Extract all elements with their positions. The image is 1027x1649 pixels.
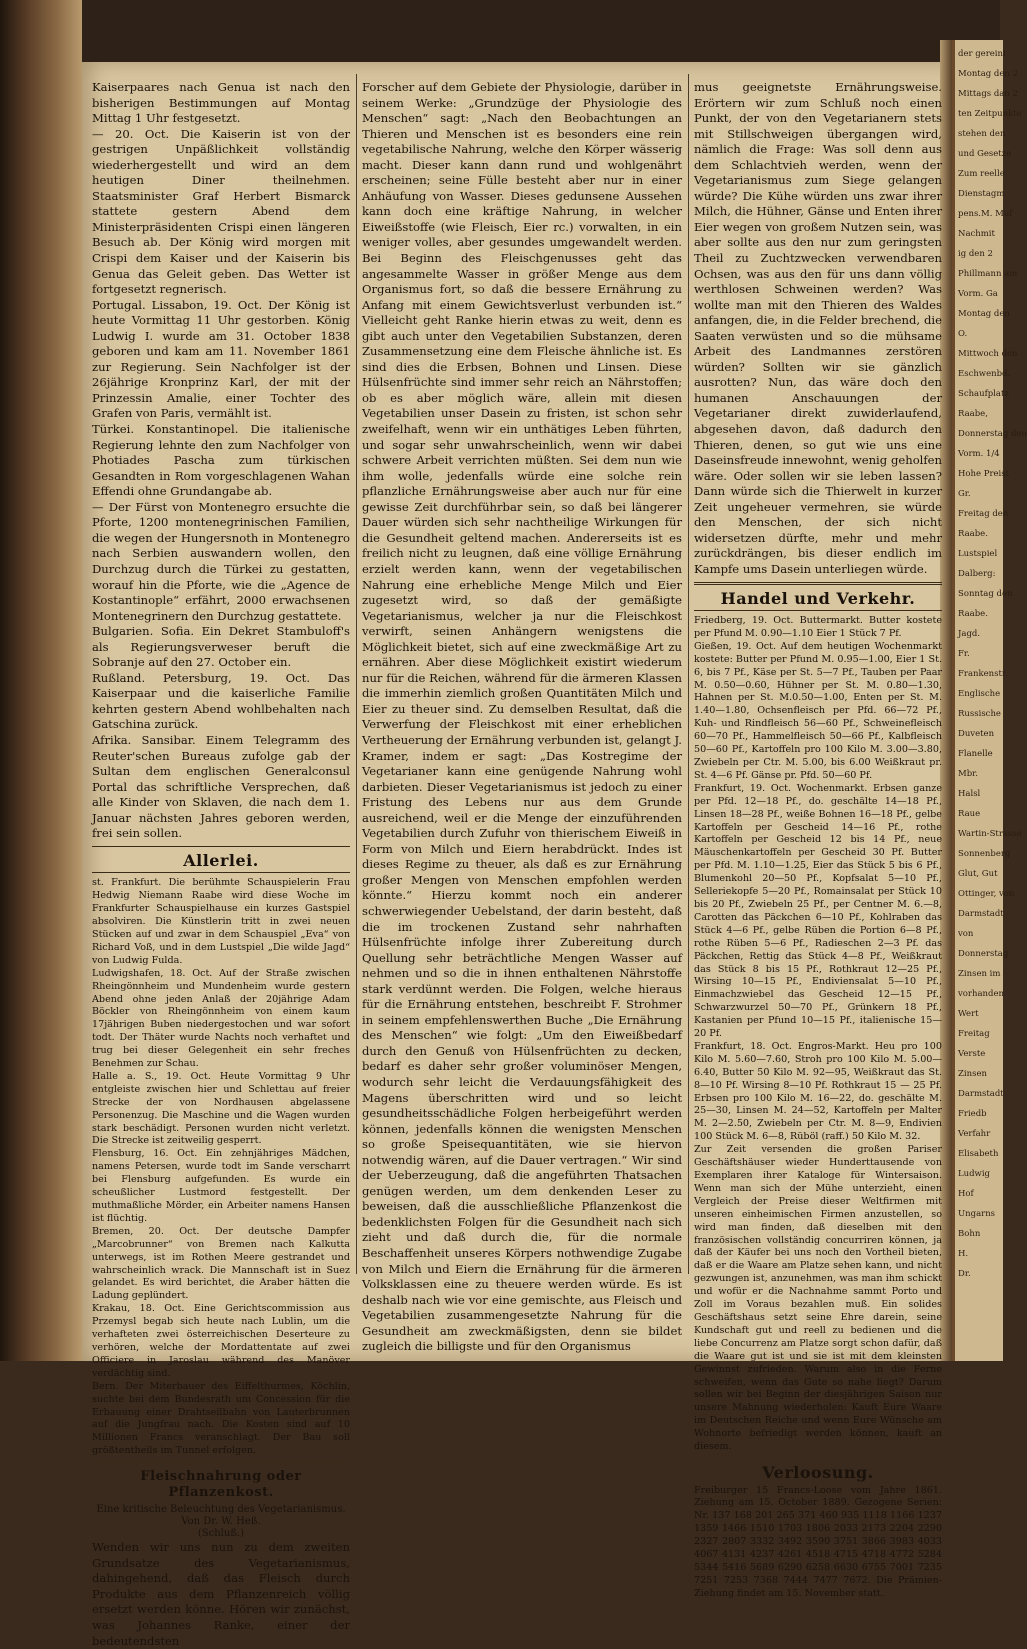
section-heading-handel: Handel und Verkehr. bbox=[720, 588, 916, 608]
market-report: Gießen, 19. Oct. Auf dem heutigen Wochenmarkt kostete: Butter per Pfund M. 0.95—1.00, Eier 1 St. 6, bis 7 Pf., Käse per St. 5—7 Pf., Tauben per Paar M. 0.50—0.60, Hühner per St. M. 0.80—1.30, Hahnen per St. M.0.50—1.00, Enten per St. M. 1.40—1.80, Ochsenfleisch per Pfd. 66—72 Pf., Kuh- und Rindfleisch 56—60 Pf., Schweinefleisch 60—70 Pf., Hammelfleisch 50—66 Pf., Kalbfleisch 50—60 Pf., Kartoffeln pro 100 Kilo M. 3.00—3.80, Zwiebeln per Ctr. M. 5.00, bis 6.00 Weißkraut pr. St. 4—6 Pf. Gänse pr. Pfd. 50—60 Pf. bbox=[694, 640, 942, 781]
adjacent-page-text: Dienstagm bbox=[958, 189, 1005, 199]
adjacent-page-text: Zinsen bbox=[958, 1069, 987, 1079]
column-rule bbox=[688, 74, 689, 1274]
adjacent-page-text: Vorm. Ga bbox=[958, 289, 998, 299]
adjacent-page-text: Ludwig bbox=[958, 1169, 990, 1179]
adjacent-page-text: Lustspiel bbox=[958, 549, 998, 559]
market-report: Frankfurt, 18. Oct. Engros-Markt. Heu pro 100 Kilo M. 5.60—7.60, Stroh pro 100 Kilo M. 5.00—6.40, Butter 50 Kilo M. 92—95, Weißkraut das St. 8—10 Pf. Wirsing 8—10 Pf. Rothkraut 15 — 25 Pf. Erbsen pro 100 Kilo M. 16—22, do. geschälte M. 25—30, Linsen M. 24—52, Kartoffeln per Malter M. 2—2.50, Zwiebeln per Ctr. M. 8—9, Endivien 100 Stück M. 6—8, Rüböl (raff.) 50 Kilo M. 32. bbox=[694, 1040, 942, 1143]
adjacent-page-text: Darmstadt bbox=[958, 909, 1004, 919]
adjacent-page-text: Verste bbox=[958, 1049, 986, 1059]
adjacent-page-text: ig den 2 bbox=[958, 249, 993, 259]
allerlei-item: st. Frankfurt. Die berühmte Schauspielerin Frau Hedwig Niemann Raabe wird diese Woche im Frankfurter Schauspielhause ein kurzes Gastspiel absolviren. Die Künstlerin tritt in zwei neuen Stücken auf und zwar in dem Schauspiel „Eva“ von Richard Voß, und in dem Lustspiel „Die wilde Jagd“ von Ludwig Fulda. bbox=[92, 877, 350, 966]
adjacent-page-text: Raabe. bbox=[958, 609, 988, 619]
adjacent-page-text: Sonntag den bbox=[958, 589, 1013, 599]
adjacent-page-text: Halsl bbox=[958, 789, 981, 799]
adjacent-page-text: von bbox=[958, 929, 974, 939]
section-rule bbox=[92, 846, 350, 847]
market-report: Zur Zeit versenden die großen Pariser Geschäftshäuser wieder Hunderttausende von Exemplaren ihrer Kataloge für Wintersaison. Wenn man sich der Mühe unterzieht, einen Vergleich der Preise dieser Weltfirmen mit unseren einheimischen Firmen anzustellen, so wird man finden, daß dieselben mit den französischen vollständig concurriren können, ja daß der Käufer bei uns noch den Vortheil bieten, daß er die Waare am Platze sehen kann, und nicht gezwungen ist, anzunehmen, was man ihm schickt und wofür er die Nachnahme sammt Porto und Zoll im Voraus bezahlen muß. Ein solides Geschäftshaus setzt seine Ehre darein, seine Kundschaft gut und reell zu bedienen und die liebe Concurrenz am Platze sorgt schon dafür, daß die Waare gut ist und sie ist mit dem kleinsten Gewinnst zufrieden. Warum also in die Ferne schweifen, wenn das Gute so nahe liegt? Darum sollen wir bei Beginn der diesjährigen Saison nur unsere Mahnung wiederholen: Kauft Eure Waare im Deutschen Reiche und wenn Eure Wünsche am Wohnorte befriedigt werden können, kauft an diesem. bbox=[694, 1144, 942, 1453]
adjacent-page-text: Vorm. 1/4 bbox=[958, 449, 1000, 459]
adjacent-page-text: Fr. bbox=[958, 649, 970, 659]
article-continuation: (Schluß.) bbox=[197, 1528, 245, 1540]
article-paragraph: mus geeignetste Ernährungsweise. Erörtern wir zum Schluß noch einen Punkt, der von den Vegetarianern stets mit Stillschweigen übergangen wird, nämlich die Frage: Was soll denn aus dem Schlachtvieh werden, wenn der Vegetarianismus zum Siege gelangen würde? Die Kühe würden uns zwar ihrer Milch, die Hühner, Gänse und Enten ihrer Eier wegen von großem Nutzen sein, was aber sollte aus den nur zum geringsten Theil zu Zuchtzwecken verwendbaren Ochsen, was aus den für uns dann völlig werthlosen Schweinen werden? Was wollte man mit den Thieren des Waldes anfangen, die, in die Felder brechend, die Saaten verwüsten und so die mühsame Arbeit des Landmannes zerstören würden? Sollten wir sie gänzlich ausrotten? Nun, das wäre doch den humanen Anschauungen der Vegetarianer direkt zuwiderlaufend, abgesehen davon, daß dadurch den Thieren, denen, so gut wie uns eine Daseinsfreude innewohnt, wenig geholfen wäre. Oder sollen wir sie leben lassen? Dann würde sich die Thierwelt in kurzer Zeit ungeheuer vermehren, sie würde den Menschen, der sich nicht widersetzen dürfte, mehr und mehr zurückdrängen, bis dieser endlich im Kampfe ums Dasein unterliegen würde. bbox=[694, 80, 942, 576]
column-2 bbox=[362, 80, 682, 1354]
news-paragraph: — Der Fürst von Montenegro ersuchte die Pforte, 1200 montenegrinischen Familien, die wegen der Hungersnoth in Montenegro nach Serbien auswandern wollen, den Durchzug durch die Türkei zu gestatten, worauf hin die Pforte, wie die „Agence de Kostantinople“ erfährt, 2000 erwachsenen Montenegrinern den Durchzug gestattete. bbox=[92, 499, 350, 623]
news-paragraph: Türkei. Konstantinopel. Die italienische Regierung lehnte den zum Nachfolger von Photiades Pascha zum türkischen Gesandten in Rom vorgeschlagenen Wahan Effendi ohne Grundangabe ab. bbox=[92, 422, 350, 499]
adjacent-page-text: Frankenstr. bbox=[958, 669, 1008, 679]
allerlei-item: Krakau, 18. Oct. Eine Gerichtscommission aus Przemysl begab sich heute nach Lublin, um die verhafteten zwei österreichischen Deserteure zu verhören, welche der Mordattentate auf zwei Officiere in Jaroslau während des Manöver verdächtig sind. bbox=[92, 1303, 350, 1379]
section-heading-verloosung: Verloosung. bbox=[762, 1462, 874, 1482]
adjacent-page-text: Freitag den bbox=[958, 509, 1009, 519]
allerlei-item: Bern. Der Miterbauer des Eiffelthurmes, Köchlin, suchte bei dem Bundesrath um Concession für die Erbauung einer Drahtseilbahn von Lauterbrunnen auf die Jungfrau nach. Die Kosten sind auf 10 Millionen Francs veranschlagt. Der Bau soll größtentheils im Tunnel erfolgen. bbox=[92, 1380, 350, 1457]
section-heading-allerlei: Allerlei. bbox=[183, 850, 259, 870]
adjacent-page-text: H. bbox=[958, 1249, 969, 1259]
adjacent-page-text: Jagd. bbox=[958, 629, 981, 639]
adjacent-page-text: Sonnenberg bbox=[958, 849, 1011, 859]
adjacent-page-text: Raue bbox=[958, 809, 981, 819]
allerlei-item: Bremen, 20. Oct. Der deutsche Dampfer „Marcobrunner“ von Bremen nach Kalkutta unterwegs, ist im Rothen Meere gestrandet und wahrscheinlich wrack. Die Mannschaft ist in Suez gelandet. Es wird berichtet, die Araber hätten die Ladung geplündert. bbox=[92, 1225, 350, 1302]
market-report: Frankfurt, 19. Oct. Wochenmarkt. Erbsen ganze per Pfd. 12—18 Pf., do. geschälte 14—18 Pf., Linsen 18—28 Pf., weiße Bohnen 16—18 Pf., gelbe Kartoffeln per Gescheid 14—16 Pf., rothe Kartoffeln per Gescheid 12 bis 14 Pf., neue Mäuschenkartoffeln per Gescheid 30 Pf. Butter per Pfd. M. 1.10—1.25, Eier das Stück 5 bis 6 Pf., Blumenkohl 20—50 Pf., Kopfsalat 5—10 Pf., Selleriekopfe 5—20 Pf., Romainsalat per Stück 10 bis 20 Pf., Zwiebeln 25 Pf., per Centner M. 6.—8, Carotten das Päckchen 6—10 Pf., Kohlraben das Stück 4—6 Pf., gelbe Rüben die Portion 6—8 Pf., rothe Rüben 5—6 Pf., Radieschen 2—3 Pf. das Päckchen, Rettig das Stück 4—8 Pf., Weißkraut das Stück 8 bis 15 Pf., Rothkraut 12—25 Pf., Wirsing 10—15 Pf., Endiviensalat 5—10 Pf., Einmachzwiebel das Gescheid 12—15 Pf., Schwarzwurzel 50—70 Pf., Grünkern 18 Pf., Kastanien per Pfund 10—15 Pf., italienische 15—20 Pf. bbox=[694, 782, 942, 1040]
adjacent-page-text: pens.M. Muf bbox=[958, 209, 1013, 219]
column-1 bbox=[92, 80, 350, 1648]
news-paragraph: Portugal. Lissabon, 19. Oct. Der König ist heute Vormittag 11 Uhr gestorben. König Ludwig I. wurde am 31. October 1838 geboren und kam am 11. November 1861 zur Regierung. Sein Nachfolger ist der 26jährige Kronprinz Karl, der mit der Prinzessin Amalie, einer Tochter des Grafen von Paris, vermählt ist. bbox=[92, 297, 350, 421]
news-paragraph: Kaiserpaares nach Genua ist nach den bisherigen Bestimmungen auf Montag Mittag 1 Uhr festgesetzt. bbox=[92, 80, 350, 126]
adjacent-page-text: Hof bbox=[958, 1189, 974, 1199]
column-rule bbox=[356, 74, 357, 1274]
adjacent-page-text: Friedb bbox=[958, 1109, 987, 1119]
adjacent-page-text: Flanelle bbox=[958, 749, 993, 759]
adjacent-page-text: Montag den 2 bbox=[958, 69, 1018, 79]
adjacent-page-text: Elisabeth bbox=[958, 1149, 999, 1159]
adjacent-page-text: vorhanden bbox=[958, 989, 1004, 999]
allerlei-item: Flensburg, 16. Oct. Ein zehnjähriges Mädchen, namens Petersen, wurde todt im Sande verscharrt bei Flensburg aufgefunden. Es wurde ein scheußlicher Lustmord festgestellt. Der muthmaßliche Mörder, ein Arbeiter namens Hansen ist flüchtig. bbox=[92, 1148, 350, 1224]
adjacent-page-text: Donnerstag bbox=[958, 949, 1009, 959]
adjacent-page-text: Hohe Preist bbox=[958, 469, 1010, 479]
adjacent-page-text: Freitag bbox=[958, 1029, 990, 1039]
adjacent-page-text: Ottinger, von bbox=[958, 889, 1015, 899]
adjacent-page-text: Dr. bbox=[958, 1269, 971, 1279]
column-3 bbox=[694, 80, 942, 1599]
adjacent-page-text: Raabe, bbox=[958, 409, 988, 419]
article-heading: Fleischnahrung oder Pflanzenkost. bbox=[140, 1469, 302, 1500]
adjacent-page-text: Wert bbox=[958, 1009, 979, 1019]
adjacent-page-text: Bohn bbox=[958, 1229, 981, 1239]
adjacent-page-text: Raabe. bbox=[958, 529, 988, 539]
adjacent-page-text: O. bbox=[958, 329, 968, 339]
adjacent-page-text: Darmstadt bbox=[958, 1089, 1004, 1099]
adjacent-page-text: Zum reelle bbox=[958, 169, 1005, 179]
adjacent-page-text: Phillmann am bbox=[958, 269, 1018, 279]
adjacent-page-text: Donnerstag den bbox=[958, 429, 1027, 439]
adjacent-page-text: Mbr. bbox=[958, 769, 978, 779]
article-paragraph: Wenden wir uns nun zu dem zweiten Grundsatze des Vegetarianismus, dahingehend, daß das Fleisch durch Produkte aus dem Pflanzenreich völlig ersetzt werden könne. Hören wir zunächst, was Johannes Ranke, einer der bedeutendsten bbox=[92, 1540, 350, 1648]
adjacent-page-text: Dalberg: bbox=[958, 569, 996, 579]
adjacent-page-text: Gr. bbox=[958, 489, 971, 499]
adjacent-page-strip bbox=[952, 40, 1027, 1361]
allerlei-item: Ludwigshafen, 18. Oct. Auf der Straße zwischen Rheingönnheim und Mundenheim wurde gestern Abend ohne jeden Anlaß der 20jährige Adam Böckler von Rheingönnheim von einem kaum 17jährigen Buben niedergestochen und war sofort todt. Der Thäter wurde Nachts noch verhaftet und trug bei dieser Gelegenheit ein sehr freches Benehmen zur Schau. bbox=[92, 967, 350, 1070]
adjacent-page-text: Nachmit bbox=[958, 229, 995, 239]
news-paragraph: Bulgarien. Sofia. Ein Dekret Stambuloff's als Regierungsverweser beruft die Sobranje auf den 27. October ein. bbox=[92, 624, 350, 670]
news-paragraph: — 20. Oct. Die Kaiserin ist von der gestrigen Unpäßlichkeit vollständig wiederhergestellt und wird an dem heutigen Diner theilnehmen. Staatsminister Graf Herbert Bismarck stattete gestern Abend dem Ministerpräsidenten Crispi einen längeren Besuch ab. Der König wird morgen mit Crispi dem Kaiser und der Kaiserin bis Genua das Geleit geben. Das Wetter ist fortgesetzt regnerisch. bbox=[92, 126, 350, 297]
lottery-results: Freiburger 15 Francs-Loose vom Jahre 1861. Ziehung am 15. October 1889. Gezogene Serien: Nr. 137 168 201 265 371 460 935 1118 1166 1237 1359 1466 1510 1703 1806 2033 2173 2204 2290 2327 2807 3332 3492 3590 3751 3866 3983 4033 4067 4131 4237 4261 4518 4715 4718 4772 5284 5344 5416 5689 6290 6258 6630 6755 7001 7235 7251 7253 7368 7444 7477 7672. Die Prämien-Ziehung findet am 15. November statt. bbox=[694, 1484, 942, 1599]
adjacent-page-text: Wartin-Strasse bbox=[958, 829, 1022, 839]
adjacent-page-text: und Gesetze bbox=[958, 149, 1012, 159]
market-report: Friedberg, 19. Oct. Buttermarkt. Butter kostete per Pfund M. 0.90—1.10 Eier 1 Stück 7 Pf. bbox=[694, 615, 942, 639]
adjacent-page-text: Englische bbox=[958, 689, 1001, 699]
adjacent-page-text: Schaufplatz bbox=[958, 389, 1009, 399]
section-rule bbox=[694, 610, 942, 611]
adjacent-page-text: Montag den bbox=[958, 309, 1010, 319]
adjacent-page-text: der gereini bbox=[958, 49, 1006, 59]
section-rule bbox=[92, 872, 350, 873]
allerlei-item: Halle a. S., 19. Oct. Heute Vormittag 9 Uhr entgleiste zwischen hier und Schlettau auf freier Strecke der von Nordhausen abgelassene Personenzug. Die Maschine und die Wagen wurden stark beschädigt. Personen wurden nicht verletzt. Die Strecke ist zeitweilig gesperrt. bbox=[92, 1070, 350, 1147]
news-paragraph: Rußland. Petersburg, 19. Oct. Das Kaiserpaar und die kaiserliche Familie kehrten gestern Abend wohlbehalten nach Gatschina zurück. bbox=[92, 670, 350, 732]
article-paragraph: Forscher auf dem Gebiete der Physiologie, darüber in seinem Werke: „Grundzüge der Physiologie des Menschen“ sagt: „Nach den Beobachtungen an Thieren und Menschen ist es besonders eine rein vegetabilische Nahrung, welche den Körper wässerig macht. Dieser kann dann rund und wohlgenährt erscheinen; seine Fülle besteht aber nur in einer Anhäufung von Wasser. Dieses gedunsene Aussehen kann doch eine kräftige Nahrung, in welcher Eiweißstoffe (wie Fleisch, Eier rc.) vorwalten, in ein weniger volles, aber gesundes umgewandelt werden. Bei Beginn des Fleischgenusses geht das angesammelte Wasser in größer Menge aus dem Organismus fort, so daß die bessere Ernährung zu Anfang mit einem Gewichtsverlust verbunden ist.“ Vielleicht geht Ranke hierin etwas zu weit, denn es gibt auch unter den Vegetabilien Substanzen, deren Zusammensetzung eine dem Fleische ähnliche ist. Es sind dies die Erbsen, Bohnen und Linsen. Diese Hülsenfrüchte sind immer sehr reich an Nährstoffen; ob es aber möglich wäre, allein mit diesen Vegetabilien unser Dasein zu fristen, ist schon sehr zweifelhaft, wenn wir ein unthätiges Leben führten, und sogar sehr unwahrscheinlich, wenn wir dabei schwere Arbeit verrichten müßten. Sei dem nun wie ihm wolle, jedenfalls würde eine solche rein pflanzliche Ernährungsweise aber auch nur für eine gewisse Zeit durchführbar sein, so daß bei längerer Dauer würden sich sehr nachtheilige Wirkungen für die Gesundheit geltend machen. Andererseits ist es freilich nicht zu leugnen, daß eine völlige Ernährung erzielt werden kann, wenn der vegetabilischen Nahrung eine erhebliche Menge Milch und Eier zugesetzt wird, so daß der gemäßigte Vegetarianismus, welcher ja nur die Fleischkost verwirft, seinen Anhängern wenigstens die Möglichkeit bietet, sich auf eine zweckmäßige Art zu ernähren. Aber diese Möglichkeit existirt wiederum nur für die Reichen, während für die ärmeren Klassen die immerhin ziemlich großen Quantitäten Milch und Eier zu theuer sind. Zu demselben Resultat, daß die Verwerfung der Fleischkost mit einer erheblichen Vertheuerung der Ernährung verbunden ist, gelangt J. Kramer, indem er sagt: „Das Kostregime der Vegetarianer kann eine genügende Nahrung wohl darbieten. Dieser Vegetarianismus ist jedoch zu einer Fristung des Lebens nur aus dem Grunde ausreichend, weil er die Menge der einzuführenden Vegetabilien durch Zufuhr von thierischem Eiweiß in Form von Milch und Eiern herabdrückt. Indes ist dieses Regime zu theuer, als daß es zur Ernährung großer Mengen von Menschen empfohlen werden könnte.“ Hierzu kommt noch ein anderer schwerwiegender Uebelstand, der darin besteht, daß die im trockenen Zustand sehr nahrhaften Hülsenfrüchte infolge ihrer Zubereitung durch Quellung sehr beträchtliche Mengen Wasser auf nehmen und so die in ihnen enthaltenen Nährstoffe stark verdünnt werden. Die Folgen, welche hieraus für die Ernährung entstehen, beschreibt F. Strohmer in seinem empfehlenswerthen Buche „Die Ernährung des Menschen“ wie folgt: „Um den Eiweißbedarf durch den Genuß von Hülsenfrüchten zu decken, bedarf es daher sehr großer voluminöser Mengen, wodurch sehr leicht die Verdauungsfähigkeit des Magens überschritten wird und so leicht gesundheitsschädliche Folgen herbeigeführt werden können, jedenfalls können die wenigsten Menschen so große Speisequantitäten, wie sie hiervon notwendig wären, auf die Dauer vertragen.“ Wir sind der Ueberzeugung, daß die angeführten Thatsachen genügen werden, um dem denkenden Leser zu beweisen, daß die ausschließliche Pflanzenkost die bedenklichsten Folgen für die Gesundheit nach sich zieht und daß durch die, für die normale Beschaffenheit unseres Körpers nothwendige Zugabe von Milch und Eiern die Ernährung für die ärmeren Volksklassen eine zu theuere werden würde. Es ist deshalb nach wie vor eine gemischte, aus Fleisch und Vegetabilien zusammengesetzte Nahrung für die Gesundheit am zweckmäßigsten, denn sie bildet zugleich die billigste und für den Organismus bbox=[362, 80, 682, 1354]
news-paragraph: Afrika. Sansibar. Einem Telegramm des Reuter'schen Bureaus zufolge gab der Sultan dem englischen Generalconsul Portal das schriftliche Versprechen, daß alle Kinder von Sklaven, die nach dem 1. Januar nächsten Jahres geboren werden, frei sein sollen. bbox=[92, 732, 350, 841]
adjacent-page-text: Verfahr bbox=[958, 1129, 991, 1139]
adjacent-page-text: Mittags dan 2 bbox=[958, 89, 1018, 99]
adjacent-page-text: Glut, Gut bbox=[958, 869, 998, 879]
adjacent-page-text: Duveten bbox=[958, 729, 995, 739]
article-subtitle: Eine kritische Beleuchtung des Vegetarianismus. bbox=[96, 1504, 346, 1516]
adjacent-page-text: Mittwoch den bbox=[958, 349, 1018, 359]
adjacent-page-text: Russische bbox=[958, 709, 1001, 719]
adjacent-page-text: Eschwenbd. bbox=[958, 369, 1011, 379]
section-rule bbox=[694, 1458, 942, 1459]
adjacent-page-text: Ungarns bbox=[958, 1209, 996, 1219]
adjacent-page-text: stehen den bbox=[958, 129, 1006, 139]
adjacent-page-text: ten Zeitpunkte bbox=[958, 109, 1022, 119]
article-author: Von Dr. W. Heß. bbox=[181, 1516, 261, 1528]
section-rule bbox=[92, 1462, 350, 1463]
book-binding bbox=[0, 0, 82, 1361]
section-rule bbox=[694, 582, 942, 585]
adjacent-page-text: Zinsen im bbox=[958, 969, 1001, 979]
